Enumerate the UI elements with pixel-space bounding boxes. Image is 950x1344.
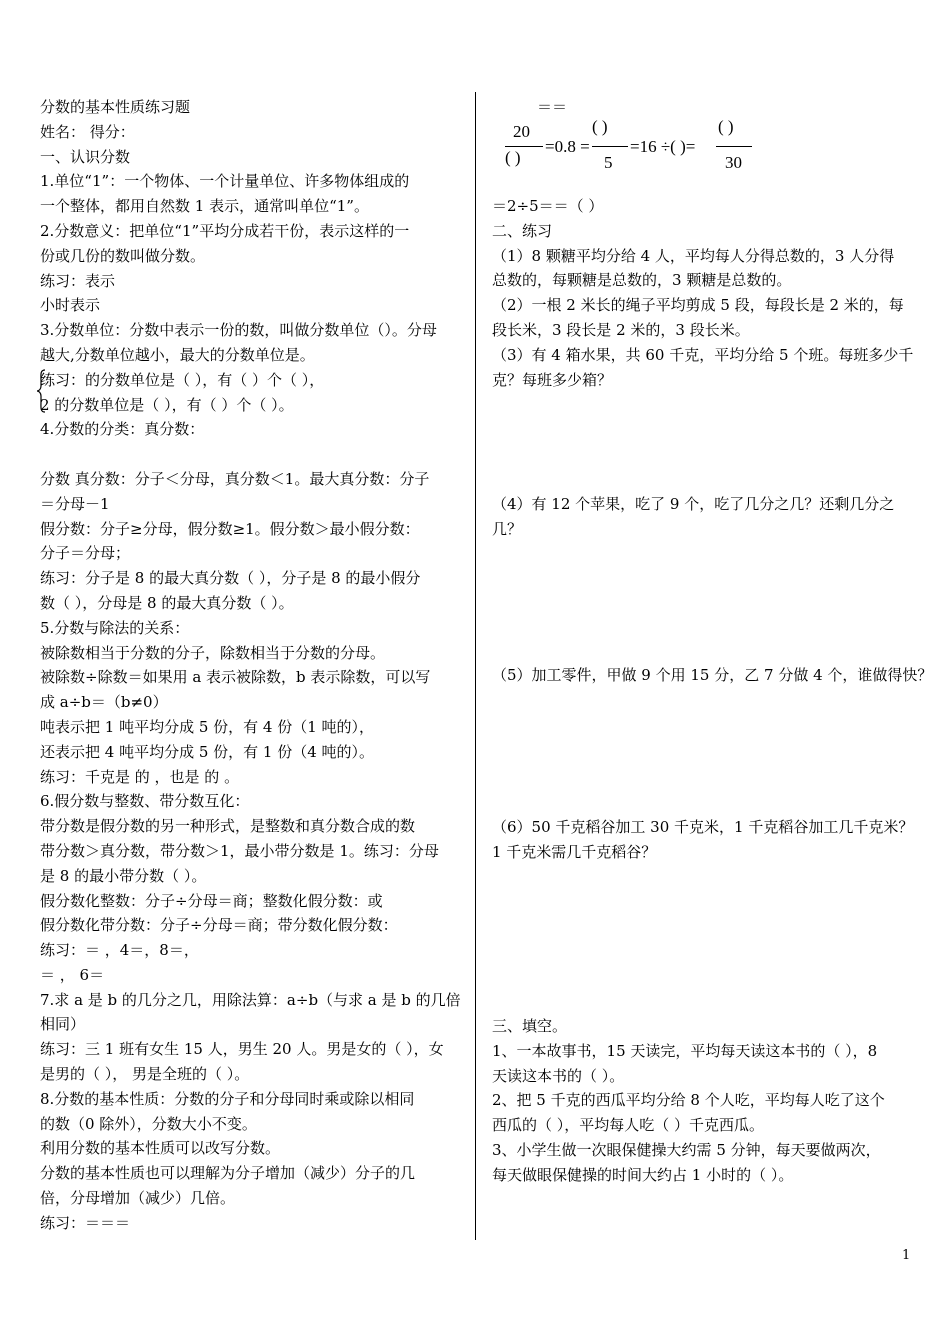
left-text-line: 练习：＝ ，4＝，8＝，	[40, 941, 199, 960]
left-text-line: 是 8 的最小带分数（ ）。	[40, 866, 207, 885]
question-4	[492, 492, 920, 542]
question-4-text-line: 几？	[492, 519, 523, 538]
fraction-3-bar	[716, 146, 752, 147]
question-5: （5）加工零件，甲做 9 个用 15 分，乙 7 分做 4 个，谁做得快？	[492, 666, 933, 684]
right-top-equation: ＝＝	[537, 98, 568, 116]
fraction-1-bar	[505, 146, 543, 147]
right-text-line: ＝2÷5＝＝（ ）	[492, 197, 604, 215]
left-text-line: 的数（0 除外），分数大小不变。	[40, 1114, 257, 1133]
question-6-text-line: 1 千克米需几千克稻谷？	[492, 842, 657, 861]
left-text-line: 小时表示	[40, 296, 101, 315]
left-text-line: 一个整体，都用自然数 1 表示，通常叫单位“1”。	[40, 197, 369, 216]
left-text-line: 带分数＞真分数，带分数＞1，最小带分数是 1。练习：分母	[40, 841, 439, 860]
left-text-line: ＝ ， 6＝	[40, 965, 105, 984]
left-text-line: 假分数：分子≥分母，假分数≥1。假分数＞最小假分数：	[40, 519, 420, 538]
left-text-line: 练习：三 1 班有女生 15 人，男生 20 人。男是女的（ ），女	[40, 1040, 444, 1059]
page-number: 1	[902, 1248, 911, 1263]
left-text-line: 4.分数的分类：真分数：	[40, 420, 205, 439]
left-text-line: 练习：＝＝＝	[40, 1213, 131, 1232]
section-3-fill-in	[492, 1014, 920, 1188]
left-text-line: 分数 真分数：分子＜分母，真分数＜1。最大真分数：分子	[40, 469, 430, 488]
question-4-text-line: （4）有 12 个苹果，吃了 9 个，吃了几分之几？还剩几分之	[492, 495, 895, 513]
left-text-line: 一、认识分数	[40, 147, 131, 166]
left-text-line: 练习：分子是 8 的最大真分数（ ），分子是 8 的最小假分	[40, 569, 421, 588]
left-text-line: 练习：的分数单位是（ ），有（ ）个（ ），	[40, 370, 325, 389]
left-text-line: 2.分数意义：把单位“1”平均分成若干份，表示这样的一	[40, 221, 410, 240]
left-text-line: 数（ ），分母是 8 的最大真分数（ ）。	[40, 593, 294, 612]
question-6	[492, 815, 920, 865]
question-6-text-line: （6）50 千克稻谷加工 30 千克米，1 千克稻谷加工几千克米？	[492, 818, 914, 836]
left-column	[40, 95, 468, 1236]
fraction-1-numerator: 20	[513, 122, 530, 141]
section-3-text-line: 西瓜的（ ），平均每人吃（ ）千克西瓜。	[492, 1116, 765, 1135]
left-text-line: 被除数相当于分数的分子，除数相当于分数的分母。	[40, 643, 386, 662]
column-divider	[475, 92, 476, 1240]
right-column-exercises	[492, 194, 920, 392]
fraction-2-denominator: 5	[604, 153, 613, 172]
section-3-text-line: 2、把 5 千克的西瓜平均分给 8 个人吃，平均每人吃了这个	[492, 1091, 885, 1110]
left-text-line: 假分数化整数：分子÷分母＝商；整数化假分数：或	[40, 891, 383, 910]
left-text-line: ＝分母－1	[40, 494, 110, 513]
fraction-2-bar	[592, 146, 628, 147]
left-text-line: 分数的基本性质也可以理解为分子增加（减少）分子的几	[40, 1164, 416, 1183]
section-3-text-line: 天读这本书的（ ）。	[492, 1066, 625, 1085]
left-text-line: 倍，分母增加（减少）几倍。	[40, 1189, 236, 1208]
right-text-line: （1）8 颗糖平均分给 4 人，平均每人分得总数的，3 人分得	[492, 246, 895, 265]
section-3-text-line: 每天做眼保健操的时间大约占 1 小时的（ ）。	[492, 1165, 794, 1184]
left-text-line: 1.单位“1”：一个物体、一个计量单位、许多物体组成的	[40, 172, 410, 191]
fraction-1-denominator: ( )	[505, 148, 521, 167]
section-3-text-line: 三、填空。	[492, 1017, 568, 1035]
left-text-line: 份或几份的数叫做分数。	[40, 246, 206, 265]
left-text-line: 是男的（ ）， 男是全班的（ ）。	[40, 1065, 250, 1084]
left-text-line: 分子＝分母；	[40, 544, 131, 563]
left-text-line: 吨表示把 1 吨平均分成 5 份，有 4 份（1 吨的），	[40, 717, 375, 736]
right-text-line: 总数的，每颗糖是总数的，3 颗糖是总数的。	[492, 271, 792, 290]
equation-part-1: =0.8 =	[545, 137, 590, 156]
left-text-line: 姓名： 得分：	[40, 122, 135, 141]
left-text-line: 假分数化带分数：分子÷分母＝商；带分数化假分数：	[40, 916, 398, 935]
left-text-line: 2 的分数单位是（ ），有（ ）个（ ）。	[40, 395, 294, 414]
right-text-line: 段长米，3 段长是 2 米的，3 段长米。	[492, 320, 750, 339]
right-text-line: 克？每班多少箱？	[492, 370, 613, 389]
left-text-line: 6.假分数与整数、带分数互化：	[40, 792, 250, 811]
left-text-line: 成 a÷b＝（b≠0）	[40, 693, 168, 712]
right-text-line: （2）一根 2 米长的绳子平均剪成 5 段，每段长是 2 米的，每	[492, 296, 904, 315]
left-text-line: 分数的基本性质练习题	[40, 98, 191, 116]
left-text-line: 练习：千克是 的 ，也是 的 。	[40, 767, 240, 786]
left-text-line: 利用分数的基本性质可以改写分数。	[40, 1139, 281, 1158]
left-text-line: 被除数÷除数＝如果用 a 表示被除数，b 表示除数，可以写	[40, 668, 431, 687]
left-text-line: 还表示把 4 吨平均分成 5 份，有 1 份（4 吨的）。	[40, 742, 375, 761]
left-text-line: 7.求 a 是 b 的几分之几，用除法算：a÷b（与求 a 是 b 的几倍	[40, 990, 461, 1009]
left-text-line: 8.分数的基本性质：分数的分子和分母同时乘或除以相同	[40, 1089, 415, 1108]
right-text-line: （3）有 4 箱水果，共 60 千克，平均分给 5 个班。每班多少千	[492, 345, 914, 364]
equation-part-2: =16 ÷( )=	[630, 137, 696, 156]
left-text-line: 3.分数单位：分数中表示一份的数，叫做分数单位（）。分母	[40, 321, 437, 340]
left-text-line: 带分数是假分数的另一种形式，是整数和真分数合成的数	[40, 817, 416, 836]
brace-symbol	[36, 369, 46, 413]
left-text-line: 5.分数与除法的关系：	[40, 618, 190, 637]
left-text-line: 相同）	[40, 1015, 86, 1034]
fraction-3-numerator: ( )	[718, 117, 734, 136]
left-text-line	[40, 442, 468, 467]
left-text-line: 练习：表示	[40, 271, 116, 290]
section-3-text-line: 1、一本故事书，15 天读完，平均每天读这本书的（ ），8	[492, 1041, 878, 1060]
right-text-line: 二、练习	[492, 221, 553, 240]
fraction-2-numerator: ( )	[592, 117, 608, 136]
fraction-3-denominator: 30	[725, 153, 742, 172]
left-text-line: 越大,分数单位越小，最大的分数单位是。	[40, 345, 315, 364]
section-3-text-line: 3、小学生做一次眼保健操大约需 5 分钟，每天要做两次，	[492, 1140, 881, 1159]
